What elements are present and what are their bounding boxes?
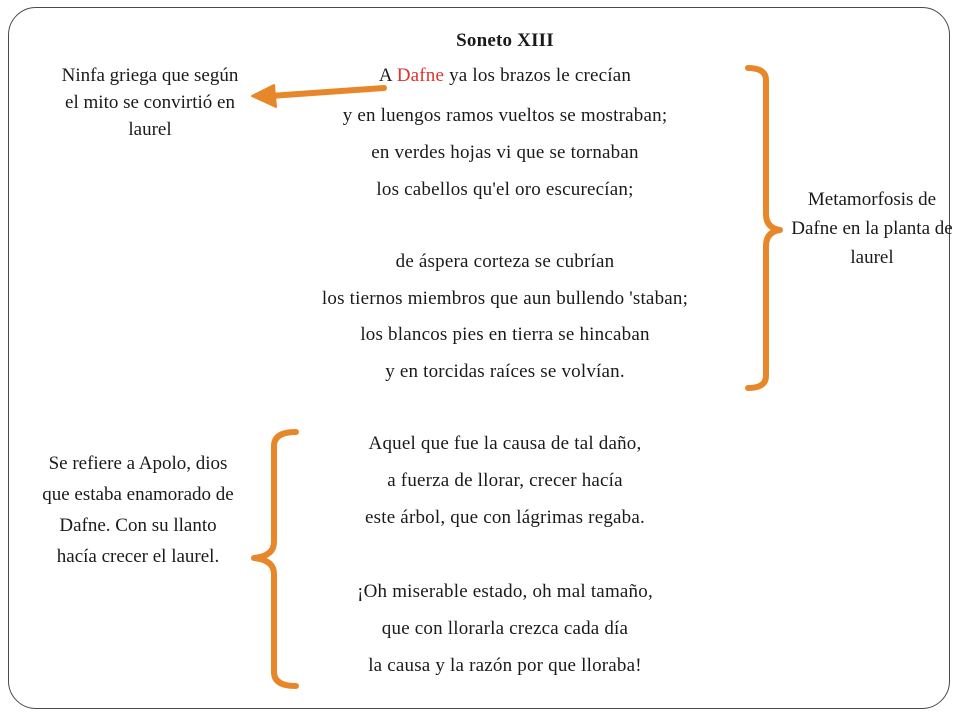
note-nymph: Ninfa griega que según el mito se convirtió en laurel: [61, 65, 239, 140]
poem-line: de áspera corteza se cubrían: [395, 251, 615, 272]
poem-line: los tiernos miembros que aun bullendo 'staban;: [321, 288, 689, 309]
note-apolo: Se refiere a Apolo, dios que estaba enamorado de Dafne. Con su llanto hacía crecer el laurel.: [42, 453, 234, 567]
poem-line: los cabellos qu'el oro escurecían;: [376, 179, 634, 200]
poem-line: que con llorarla crezca cada día: [381, 618, 629, 639]
poem-line: y en luengos ramos vueltos se mostraban;: [342, 105, 668, 126]
poem-line: este árbol, que con lágrimas regaba.: [365, 507, 645, 528]
poem-line-1-start: A: [378, 65, 397, 86]
poem-line: a fuerza de llorar, crecer hacía: [387, 470, 623, 491]
poem-line-1: [255, 64, 755, 88]
poem-line: ¡Oh miserable estado, oh mal tamaño,: [357, 581, 653, 602]
note-metamorphosis: Metamorfosis de Dafne en la planta de laurel: [791, 189, 953, 268]
poem-line: Aquel que fue la causa de tal daño,: [368, 433, 642, 454]
dafne-highlight: Dafne: [396, 65, 445, 86]
poem-title: Soneto XIII: [456, 30, 554, 51]
poem-line-1-end: ya los brazos le crecían: [444, 65, 632, 86]
poem-line: en verdes hojas vi que se tornaban: [371, 142, 639, 163]
poem-line: la causa y la razón por que lloraba!: [368, 655, 642, 676]
poem-line: los blancos pies en tierra se hincaban: [360, 324, 650, 345]
poem-line: y en torcidas raíces se volvían.: [385, 361, 625, 382]
